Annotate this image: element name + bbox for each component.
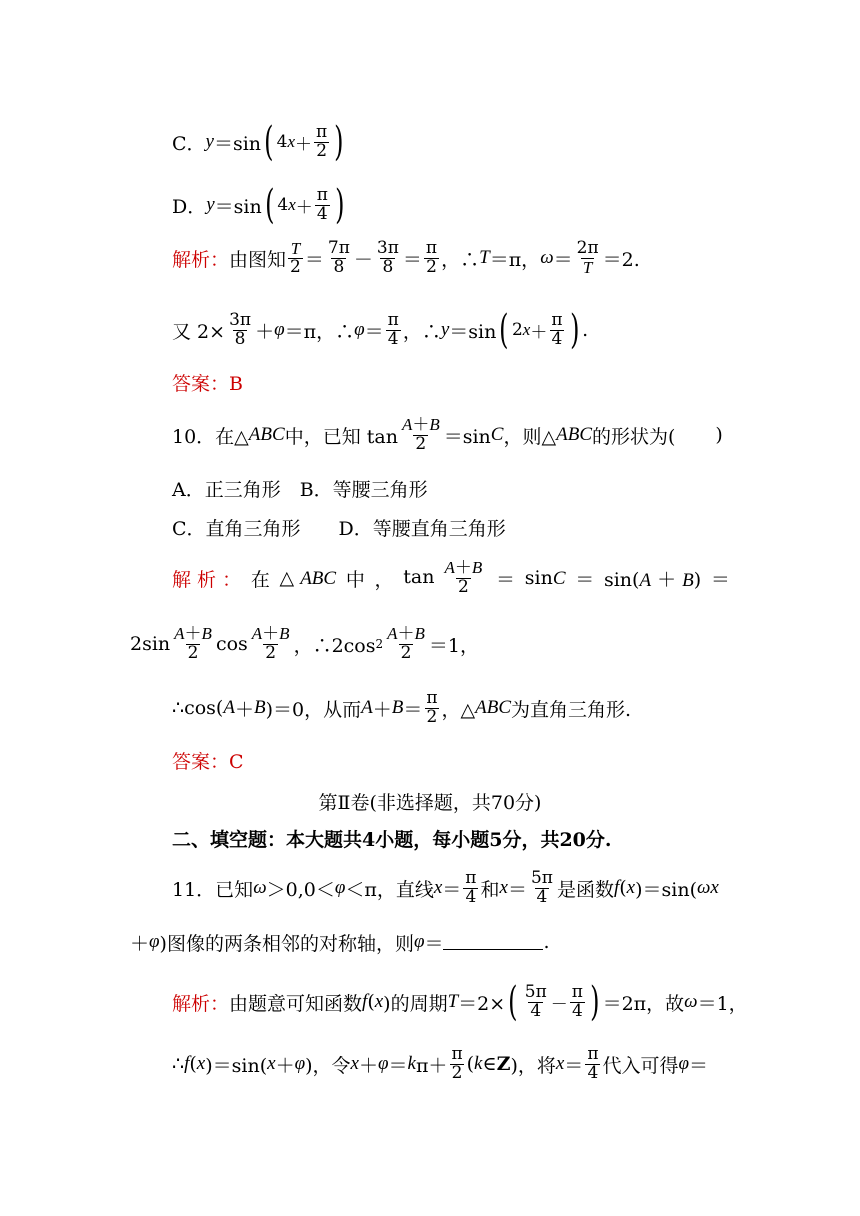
solution-11-line1: 解析： 由题意可知函数 f ( x )的周期 T ＝2× ( $\frac{5\pi}{4}$ － $\frac{\pi}{4}$ ) ＝2π，故 ω ＝1， [172,979,748,1025]
solution-label: 解析： [172,248,230,271]
part-2-heading: 第Ⅱ卷(非选择题，共70分) [318,792,542,814]
question-10-options-2: C．直角三角形 D．等腰直角三角形 [172,517,506,540]
solution-9-line1: 解析： 由图知 $\frac{T}{2}$ ＝ $\frac{7\pi}{8}$ － $\frac{3\pi}{8}$ ＝ $\frac{\pi}{2}$ ，∴ T ＝π， ω ＝ $\frac{2\pi}{T}$ ＝2. [172,237,640,277]
solution-10-line2: 2sin $\frac{A+B}{2}$ cos $\frac{A+B}{2}$ ，∴2cos 2 $\frac{A+B}{2}$ ＝1， [130,624,479,663]
option-c: C． y ＝sin ( 4 x ＋ $\frac{\pi}{2}$ ) [172,119,344,165]
question-11-line2: ＋ φ )图像的两条相邻的对称轴，则 φ ＝ . [130,931,550,955]
answer-blank[interactable] [443,935,543,950]
solution-9-line2: 又 2× $\frac{3\pi}{8}$ ＋ φ ＝π，∴ φ ＝ $\frac{\pi}{4}$ ，∴ y ＝sin ( 2 x ＋ $\frac{\pi}{4}$ ) . [172,307,589,353]
section-2-heading: 二、填空题：本大题共4小题，每小题5分，共20分. [172,828,612,851]
answer-9: 答案：B [172,372,243,395]
question-10: 10．在△ ABC 中，已知 tan $\frac{A+B}{2}$ ＝sin C ，则△ ABC 的形状为( ) [172,415,723,454]
question-10-options-1: A．正三角形 B．等腰三角形 [172,478,428,501]
solution-11-line2: ∴ f ( x )＝sin( x ＋ φ )，令 x ＋ φ ＝ k π＋ $\frac{\pi}{2}$ ( k ∈ Z )，将 x ＝ $\frac{\pi}{4}$ 代入可得 φ ＝ [172,1043,709,1083]
solution-10-line3: ∴cos( A ＋ B )＝0，从而 A ＋ B ＝ $\frac{\pi}{2}$ ，△ ABC 为直角三角形. [172,687,632,727]
answer-10: 答案：C [172,750,244,773]
solution-10-line1: 解 析 ： 在 △ ABC 中 ， tan $\frac{A+B}{2}$ ＝ sinC ＝ sin(A ＋ B) ＝ [172,558,730,597]
question-11-line1: 11．已知 ω ＞0,0＜ φ ＜π，直线 x ＝ $\frac{\pi}{4}$ 和 x ＝ $\frac{5\pi}{4}$ 是函数 f ( x )＝sin( ωx [172,867,719,907]
option-d: D． y ＝sin ( 4 x ＋ $\frac{\pi}{4}$ ) [172,182,345,228]
